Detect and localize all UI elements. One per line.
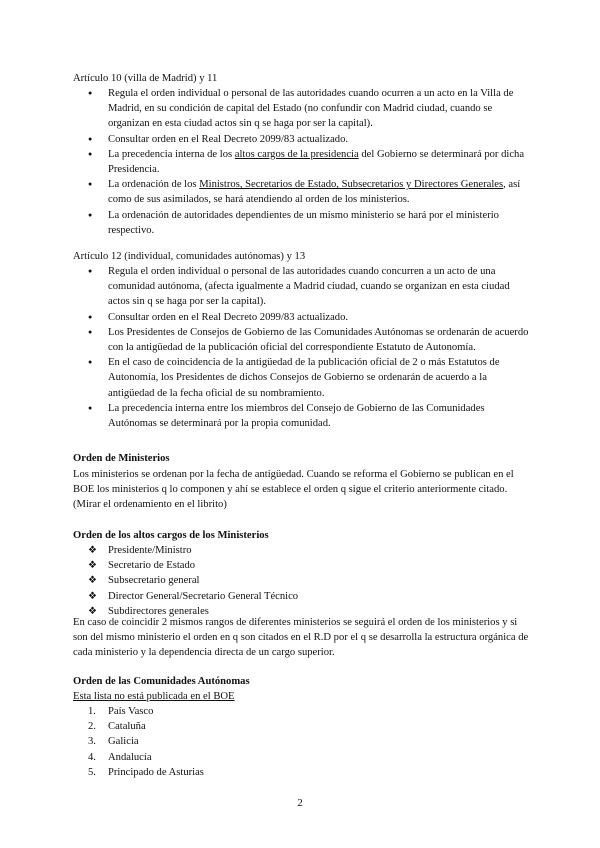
text: La precedencia interna de los (108, 148, 235, 160)
list-item (73, 719, 533, 734)
art12-heading: Artículo 12 (individual, comunidades autónomas) y 13 (73, 251, 306, 262)
list-text: Cataluña (108, 721, 146, 733)
list-item: ● Consultar orden en el Real Decreto 2099/83 actualizado. (73, 310, 533, 325)
list-item (73, 147, 533, 177)
altos-cargos-list (73, 543, 533, 619)
list-item: ❖ Secretario de Estado (73, 558, 533, 573)
list-item: ● Regula el orden individual o personal de las autoridades cuando ocurren a un acto en la Villa de Madrid, en su condición de capital del Estado (no confundir con Madrid ciudad, cuando se organizan en esta ciudad actos sin q se haga por ser la capital). (73, 86, 533, 132)
list-number: 3. (88, 736, 96, 748)
ministerios-heading: Orden de Ministerios (73, 453, 170, 464)
list-item: ● La ordenación de autoridades dependientes de un mismo ministerio se hará por el ministerio respectivo. (73, 208, 533, 238)
list-item (73, 750, 533, 765)
list-item: ● Regula el orden individual o personal de las autoridades cuando concurren a un acto de una comunidad autónoma, (afecta igualmente a Madrid ciudad, cuando se organizan en esta ciudad actos sin q se haga por ser la capital). (73, 264, 533, 310)
list-item: ❖ Presidente/Ministro (73, 543, 533, 558)
list-item: ● La precedencia interna entre los miembros del Consejo de Gobierno de las Comunidades Autónomas se determinará por la propia comunidad. (73, 401, 533, 431)
list-item: ❖ Director General/Secretario General Técnico (73, 589, 533, 604)
altos-cargos-body: En caso de coincidir 2 mismos rangos de diferentes ministerios se seguirá el orden de los ministerios y si son del mismo ministerio el orden en q son citados en el R.D por el q se desarrolla la estructura orgánica de cada ministerio y la dependencia directa de un cargo superior. (73, 617, 529, 659)
list-item (73, 704, 533, 719)
list-item (73, 177, 533, 207)
underlined-text: Ministros, Secretarios de Estado, Subsecretarios y Directores Generales (199, 179, 504, 191)
list-number: 5. (88, 766, 96, 778)
underlined-text: altos cargos de la presidencia (234, 148, 359, 160)
text: del Gobierno se determinará por dicha Presidencia. (108, 148, 525, 176)
ministerios-body: Los ministerios se ordenan por la fecha de antigüedad. Cuando se reforma el Gobierno se publican en el BOE los ministerios q lo componen y ahí se establece el orden q sigue el criterio anteriormente citado. (Mirar el ordenamiento en el librito) (73, 469, 514, 511)
text: , así como de sus asimilados, se hará atendiendo al orden de los ministerios. (108, 179, 521, 206)
comunidades-heading: Orden de las Comunidades Autónomas (73, 676, 250, 687)
list-item: ● En el caso de coincidencia de la antigüedad de la publicación oficial de 2 o más Estatutos de Autonomía, los Presidentes de dichos Consejos de Gobierno se ordenarán de acuerdo a la antigüedad de la fecha oficial de su nombramiento. (73, 355, 533, 401)
list-item (73, 765, 533, 780)
list-text: Principado de Asturias (108, 766, 204, 778)
list-text: Galicia (108, 736, 139, 748)
list-item (73, 734, 533, 749)
list-item: ❖ Subdirectores generales (73, 604, 533, 619)
comunidades-list (73, 704, 533, 780)
list-text: Andalucía (108, 751, 152, 763)
page-number: 2 (297, 797, 303, 809)
list-item: ● Consultar orden en el Real Decreto 2099/83 actualizado. (73, 132, 533, 147)
list-number: 1. (88, 706, 96, 717)
art10-heading: Artículo 10 (villa de Madrid) y 11 (73, 73, 218, 84)
list-item: ● Los Presidentes de Consejos de Gobierno de las Comunidades Autónomas se ordenarán de acuerdo con la antigüedad de la publicación oficial del correspondiente Estatuto de Autonomía. (73, 325, 533, 355)
altos-cargos-heading: Orden de los altos cargos de los Ministerios (73, 530, 269, 541)
text: La ordenación de los (108, 179, 200, 191)
list-number: 2. (88, 721, 96, 733)
list-number: 4. (88, 751, 96, 763)
comunidades-subheading: Esta lista no está publicada en el BOE (73, 691, 235, 702)
art12-list (73, 264, 533, 431)
list-text: País Vasco (108, 706, 154, 717)
art10-list (73, 86, 533, 238)
list-item: ❖ Subsecretario general (73, 573, 533, 588)
